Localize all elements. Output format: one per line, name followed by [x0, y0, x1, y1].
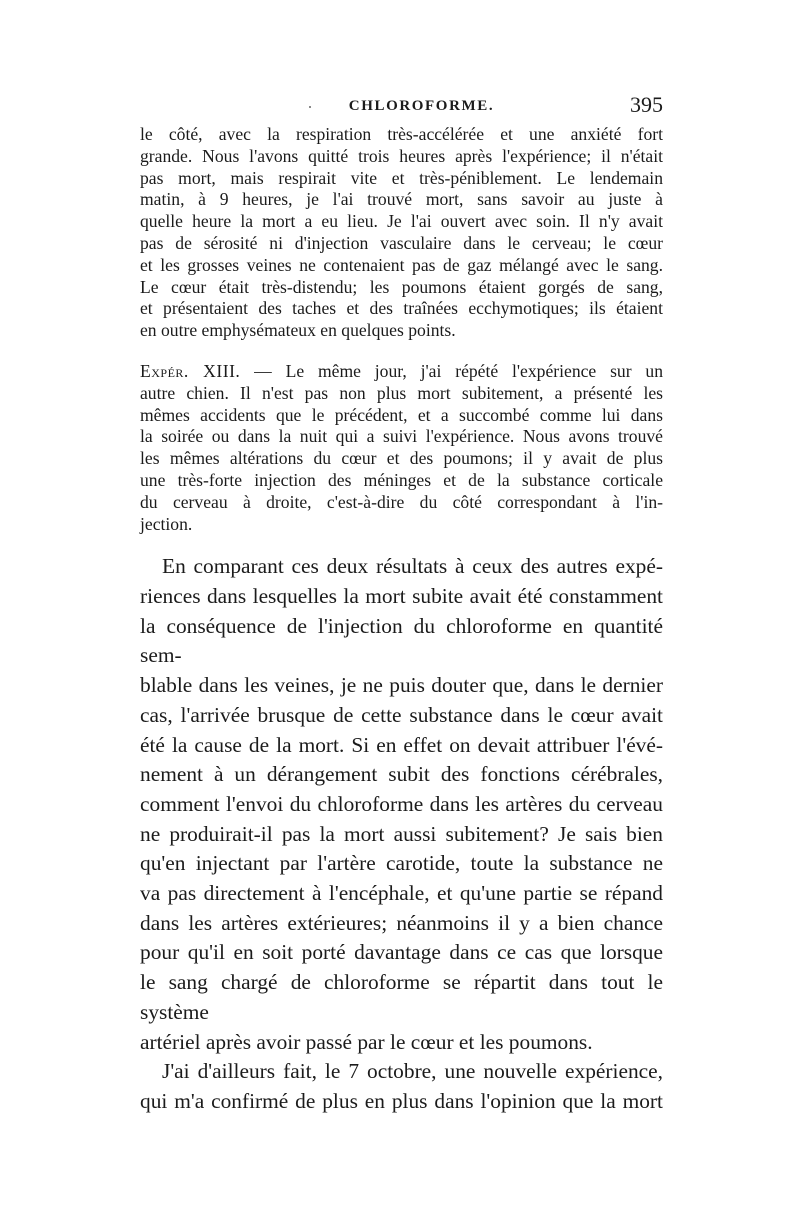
text-line: va pas directement à l'encéphale, et qu'une partie se répand	[140, 881, 663, 906]
text-line: et présentaient des taches et des traînées ecchymotiques; ils étaient	[140, 298, 663, 319]
text-line: ne produirait-il pas la mort aussi subitement? Je sais bien	[140, 821, 663, 846]
text-line: riences dans lesquelles la mort subite avait été constamment	[140, 584, 663, 609]
page-number: 395	[630, 92, 663, 117]
text-line: autre chien. Il n'est pas non plus mort subitement, a présenté les	[140, 382, 663, 403]
text-line: quelle heure la mort a eu lieu. Je l'ai ouvert avec soin. Il n'y avait	[140, 211, 663, 232]
text-line: été la cause de la mort. Si en effet on devait attribuer l'évé-	[140, 732, 663, 757]
text-line: comment l'envoi du chloroforme dans les artères du cerveau	[140, 791, 663, 816]
text-line: pour qu'il en soit porté davantage dans ce cas que lorsque	[140, 940, 663, 965]
next-paragraph	[140, 1057, 663, 1116]
body-text	[140, 124, 663, 1117]
paragraph-continued	[140, 124, 663, 342]
text-line: qu'en injectant par l'artère carotide, toute la substance ne	[140, 851, 663, 876]
text-line: matin, à 9 heures, je l'ai trouvé mort, sans savoir au juste à	[140, 189, 663, 210]
text-line: les mêmes altérations du cœur et des poumons; il y avait de plus	[140, 448, 663, 469]
text-line: cas, l'arrivée brusque de cette substance dans le cœur avait	[140, 702, 663, 727]
text-line: qui m'a confirmé de plus en plus dans l'opinion que la mort	[140, 1089, 663, 1113]
text-line: jection.	[140, 513, 193, 534]
text-line: et les grosses veines ne contenaient pas de gaz mélangé avec le sang.	[140, 254, 663, 275]
running-title: CHLOROFORME.	[140, 98, 663, 115]
text-line: J'ai d'ailleurs fait, le 7 octobre, une nouvelle expérience,	[162, 1059, 663, 1084]
text-line: la conséquence de l'injection du chloroforme en quantité sem-	[140, 613, 663, 668]
main-paragraph	[140, 552, 663, 1057]
text-line: grande. Nous l'avons quitté trois heures après l'expérience; il n'était	[140, 145, 663, 166]
text-line: mêmes accidents que le précédent, et a succombé comme lui dans	[140, 404, 663, 425]
running-head	[140, 92, 663, 120]
text-line: artériel après avoir passé par le cœur et les poumons.	[140, 1029, 593, 1054]
text-line: Le cœur était très-distendu; les poumons étaient gorgés de sang,	[140, 276, 663, 297]
text-line: pas de sérosité ni d'injection vasculaire dans le cerveau; le cœur	[140, 232, 663, 253]
text-line: une très-forte injection des méninges et de la substance corticale	[140, 469, 663, 490]
text-line: la soirée ou dans la nuit qui a suivi l'expérience. Nous avons trouvé	[140, 426, 663, 447]
text-line: blable dans les veines, je ne puis douter que, dans le dernier	[140, 673, 663, 698]
experiment-paragraph	[140, 361, 663, 535]
text-line: nement à un dérangement subit des fonctions cérébrales,	[140, 762, 663, 787]
text-line: du cerveau à droite, c'est-à-dire du côté correspondant à l'in-	[140, 491, 663, 512]
text-line	[140, 361, 663, 383]
experiment-line-rest: — Le même jour, j'ai répété l'expérience sur un	[240, 360, 663, 381]
text-line: En comparant ces deux résultats à ceux des autres expé-	[162, 554, 663, 579]
book-page	[140, 92, 663, 1117]
text-line: le sang chargé de chloroforme se répartit dans tout le système	[140, 970, 663, 1024]
experiment-label: Expér. XIII.	[140, 360, 241, 381]
text-line: en outre emphysémateux en quelques points.	[140, 320, 456, 341]
text-line: le côté, avec la respiration très-accélérée et une anxiété fort	[140, 124, 663, 144]
text-line: dans les artères extérieures; néanmoins il y a bien chance	[140, 910, 663, 935]
text-line: pas mort, mais respirait vite et très-péniblement. Le lendemain	[140, 167, 663, 188]
